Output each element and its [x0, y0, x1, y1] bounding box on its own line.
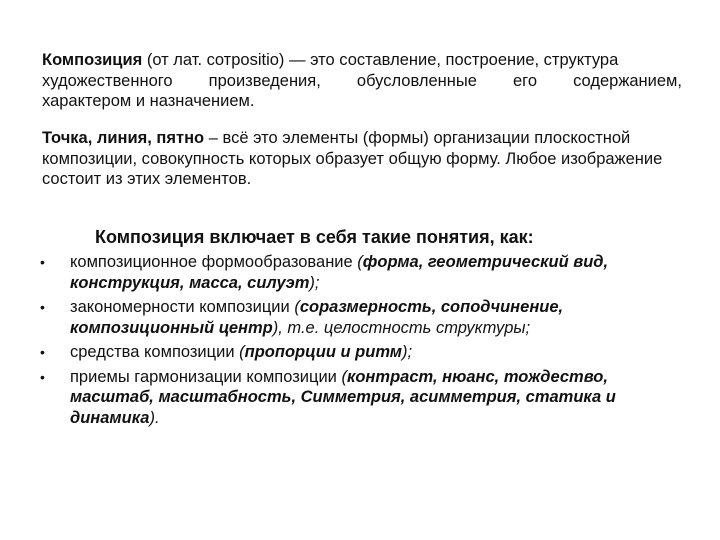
bullet-icon: • [40, 368, 45, 385]
elements-text: – всё это элементы (формы) организации плоскостной композиции, совокупность которых образует общую форму. Любое изображение состоит из этих элементов. [42, 129, 663, 188]
item-open: ( [352, 253, 363, 271]
item-open: ( [289, 298, 300, 316]
bullet-icon: • [40, 344, 45, 360]
item-close: ); [309, 273, 320, 292]
item-bold-italic: форма, геометрический вид, конструкция, масса, силуэт [70, 253, 609, 292]
paragraph-composition-definition [42, 50, 682, 112]
item-close: ); [402, 343, 413, 361]
term-composition: Композиция [42, 51, 143, 69]
item-bold-italic: контраст, нюанс, тождество, масштаб, масштабность, Симметрия, асимметрия, статика и динамика [70, 367, 616, 427]
terms-point-line-spot: Точка, линия, пятно [42, 129, 205, 147]
concepts-heading: Композиция включает в себя такие понятия, как: [95, 227, 534, 247]
concepts-list [0, 252, 720, 432]
item-bold-italic: пропорции и ритм [244, 343, 402, 361]
list-item [0, 252, 720, 293]
bullet-icon: • [40, 299, 45, 315]
item-text: приемы гармонизации композиции [70, 367, 337, 386]
list-item [0, 367, 720, 429]
list-item [0, 342, 720, 363]
bullet-icon: • [40, 254, 45, 270]
definition-text-1: (от лат. cотpositio) — это составление, построение, структура [142, 51, 619, 69]
item-text: закономерности композиции [70, 298, 290, 316]
item-bold-italic: соразмерность, соподчинение, композиционный центр [70, 298, 564, 337]
item-open: ( [336, 367, 347, 386]
line-1 [42, 50, 682, 71]
line-3: характером и назначением. [42, 92, 255, 110]
item-tail: ), т.е. целостность структуры; [272, 318, 531, 337]
line-2: художественного произведения, обусловленные его содержанием, [42, 71, 682, 90]
item-open: ( [234, 343, 245, 361]
item-text: композиционное формообразование [70, 253, 353, 271]
list-item [0, 297, 720, 338]
paragraph-elements [42, 128, 682, 190]
item-text: средства композиции [70, 343, 235, 361]
item-close: ). [149, 408, 160, 427]
